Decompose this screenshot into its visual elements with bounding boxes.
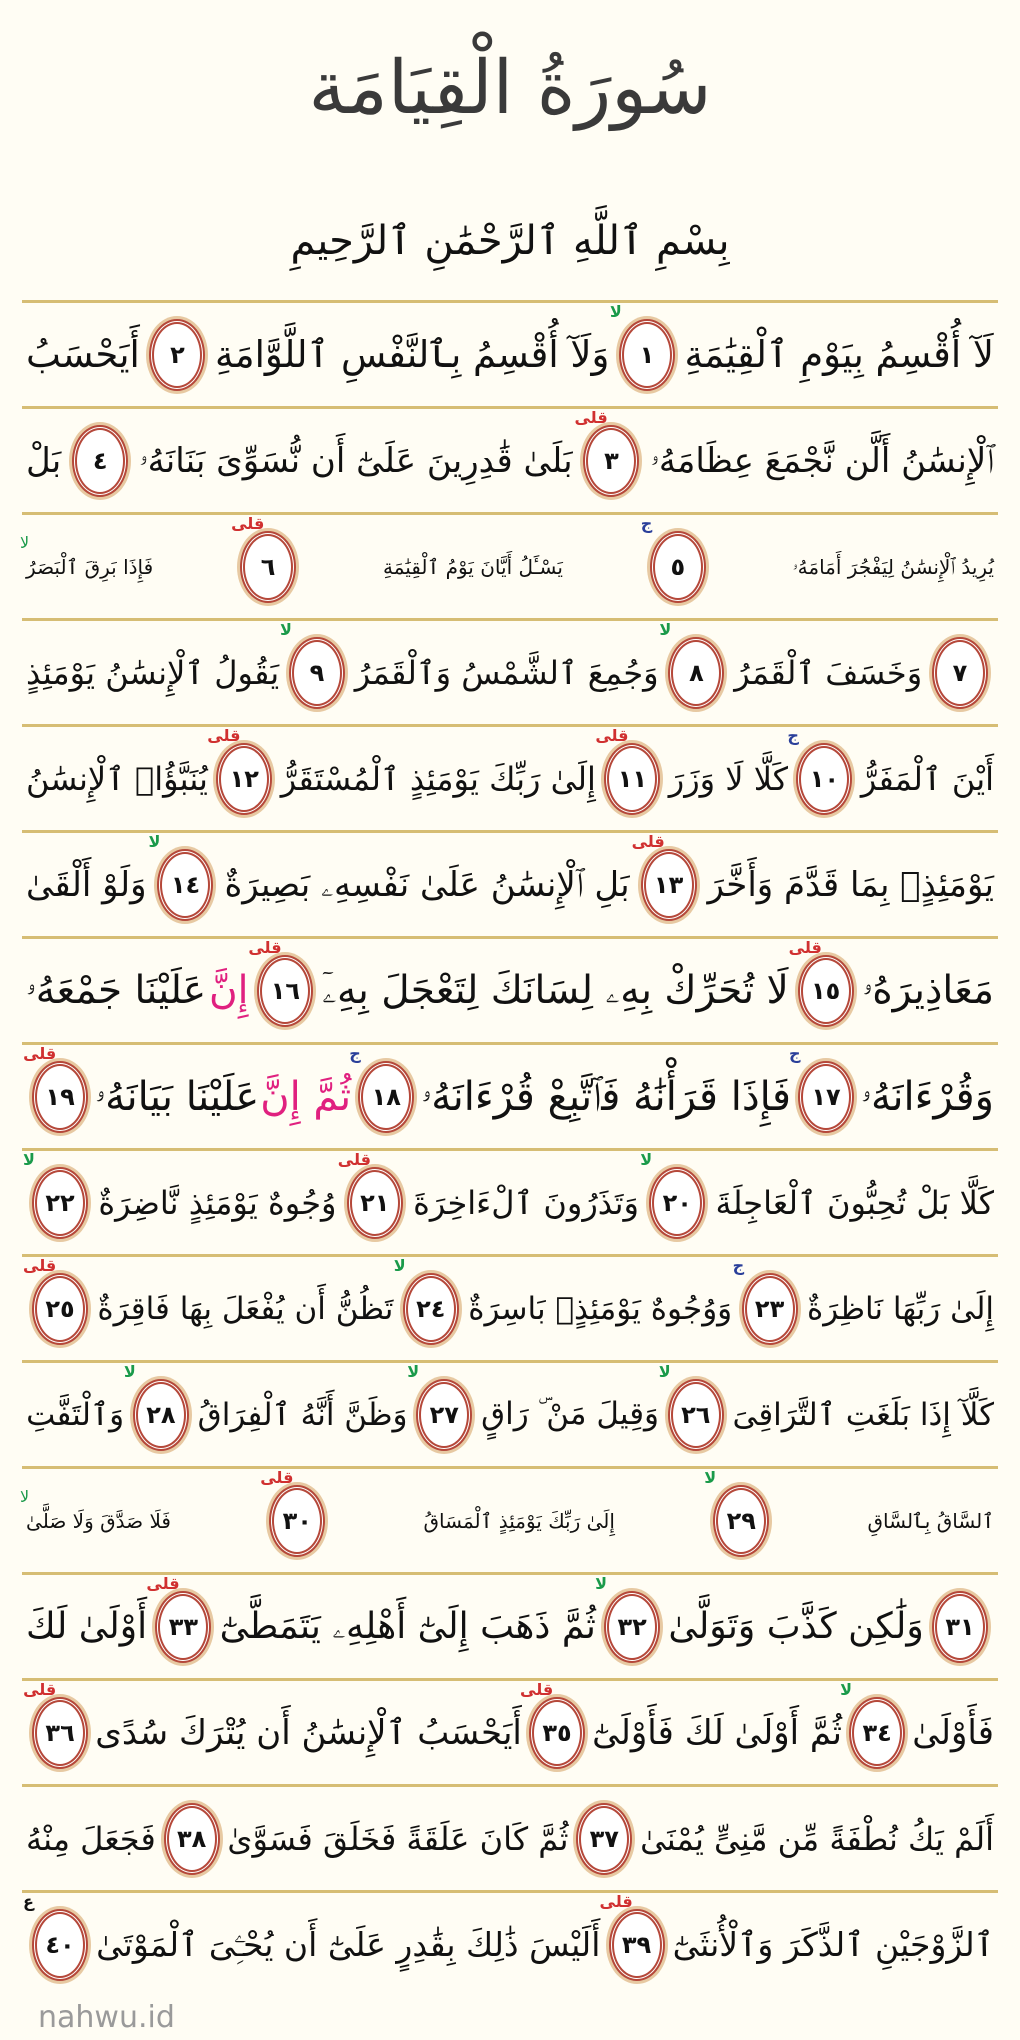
ayah-number-marker [640, 1149, 705, 1239]
ayah-number: ٢٣ [754, 1294, 785, 1323]
ayah-number: ٩ [309, 658, 325, 687]
ayah-text [20, 532, 154, 579]
ayah-number-marker [520, 1679, 585, 1769]
waqf-stop-sign: ج [788, 1043, 801, 1063]
waqf-stop-sign: لا [23, 1149, 35, 1169]
ayah-text [716, 1184, 994, 1222]
ayah-text [684, 333, 994, 376]
ayah-text [26, 865, 147, 905]
ayah-text-content: إِلَىٰ رَبِّهَا نَاظِرَةٌ [806, 1290, 994, 1327]
ayah-number: ٢٩ [726, 1506, 756, 1535]
ayah-text-content: أَلَيْسَ ذَٰلِكَ بِقَٰدِرٍ عَلَىٰٓ أَن يُحْـِۧىَ ٱلْمَوْتَىٰ [96, 1924, 601, 1964]
ayah-text-content: أَيَحْسَبُ [26, 333, 140, 376]
waqf-stop-sign: لا [658, 1361, 671, 1381]
ayah-number: ١٣ [653, 870, 684, 899]
waqf-stop-sign: لا [407, 1361, 420, 1381]
ayah-text-content: يُنَبَّؤُا۟ ٱلْإِنسَٰنُ [26, 759, 208, 798]
ayah-number: ٥ [670, 552, 686, 581]
ayah-text-content: كَلَّا بَلْ تُحِبُّونَ ٱلْعَاجِلَةَ [715, 1183, 994, 1222]
quran-line [22, 936, 998, 1042]
ayah-text [26, 654, 279, 692]
ayah-number-marker [231, 513, 296, 603]
ayah-number-marker [599, 1891, 665, 1981]
ayah-number: ٢٨ [146, 1400, 176, 1429]
quran-line [22, 1678, 998, 1784]
ayah-number: ١ [639, 340, 655, 369]
waqf-stop-sign: لا [123, 1361, 136, 1381]
ayah-text-content: بَلَىٰ قَٰدِرِينَ عَلَىٰٓ أَن نُّسَوِّىَ بَنَانَهُۥ [139, 440, 573, 481]
waqf-stop-sign: قلى [23, 1679, 57, 1699]
quran-line [22, 1148, 998, 1254]
ayah-number-marker [393, 1255, 459, 1345]
ayah-number: ١٨ [371, 1082, 401, 1111]
ayah-text-content: فَإِذَا قَرَأْنَٰهُ فَٱتَّبِعْ قُرْءَانَهُۥ [421, 1073, 791, 1120]
ayah-text [198, 1397, 408, 1433]
ayah-text [673, 1925, 994, 1964]
ayah-text [861, 1074, 994, 1120]
ayah-text-content: وَوُجُوهٌ يَوْمَئِذٍۭ بَاسِرَةٌ [468, 1290, 733, 1327]
ayah-number: ٢٠ [662, 1188, 692, 1217]
ayah-number: ١٩ [45, 1082, 75, 1111]
ayah-text-content: فَإِذَا بَرِقَ ٱلْبَصَرُ [26, 554, 154, 579]
ayah-text [26, 1397, 124, 1433]
ayah-text-content: إِنَّ [209, 968, 249, 1013]
ayah-text-content: ثُمَّ إِنَّ [260, 1073, 352, 1120]
ayah-text-content: كَلَّآ إِذَا بَلَغَتِ ٱلتَّرَاقِىَ [732, 1396, 994, 1433]
waqf-stop-sign: قلى [574, 407, 608, 427]
ayah-number: ٣٦ [45, 1718, 75, 1747]
ayah-text [481, 1396, 659, 1433]
ayah-text-content: وَٱلْتَفَّتِ [26, 1396, 125, 1433]
ayah-number-marker [407, 1361, 472, 1451]
waqf-stop-sign: لا [659, 619, 672, 639]
ayah-text-content: وَلَٰكِن كَذَّبَ وَتَوَلَّىٰ [668, 1606, 924, 1647]
ayah-text [793, 555, 994, 579]
ayah-number-marker [337, 1149, 403, 1239]
ayah-text-content: ثُمَّ أَوْلَىٰ لَكَ فَأَوْلَىٰٓ [592, 1712, 842, 1753]
ayah-text-content: وَتَذَرُونَ ٱلْءَاخِرَةَ [413, 1183, 639, 1222]
ayah-text [26, 333, 140, 376]
waqf-stop-sign: قلى [599, 1891, 633, 1911]
waqf-stop-sign: لا [20, 532, 30, 552]
ayah-text-content: وَجُمِعَ ٱلشَّمْسُ وَٱلْقَمَرُ [354, 653, 659, 692]
ayah-text-content: ٱلزَّوْجَيْنِ ٱلذَّكَرَ وَٱلْأُنثَىٰٓ [672, 1925, 994, 1964]
ayah-number-marker [788, 937, 854, 1027]
ayah-text [868, 1509, 994, 1533]
waqf-stop-sign: لا [840, 1679, 853, 1699]
ayah-text [592, 1713, 842, 1753]
ayah-text-content: ثُمَّ ذَهَبَ إِلَىٰٓ أَهْلِهِۦ يَتَمَطَّىٰٓ [219, 1605, 596, 1647]
ayah-number: ٣ [604, 446, 619, 475]
ayah-text [209, 968, 248, 1013]
ayah-number-marker [146, 1573, 211, 1663]
ayah-text [20, 1486, 171, 1533]
ayah-number: ٣٠ [282, 1506, 312, 1535]
ayah-text [424, 1509, 615, 1533]
ayah-number: ٣٧ [589, 1824, 619, 1853]
ayah-number: ٤ [92, 446, 108, 475]
ayah-text [281, 760, 596, 798]
ayah-number: ١٧ [811, 1082, 841, 1111]
ayah-text [260, 1074, 351, 1120]
quran-line [22, 1042, 998, 1148]
ayah-number: ٢٢ [45, 1188, 75, 1217]
ayah-number: ٨ [689, 658, 704, 687]
ayah-text [861, 760, 994, 798]
ayah-number: ٢ [170, 340, 185, 369]
ayah-text [26, 1606, 147, 1647]
ayah-text [708, 865, 994, 905]
ayah-text [640, 1820, 994, 1858]
waqf-stop-sign: قلى [260, 1467, 294, 1487]
ayah-text-content: أَيَحْسَبُ ٱلْإِنسَٰنُ أَن يُتْرَكَ سُدًى [95, 1713, 522, 1753]
ayah-text-content: أَلَمْ يَكُ نُطْفَةً مِّن مَّنِىٍّ يُمْنَىٰ [640, 1819, 994, 1858]
ayah-number: ٣٢ [617, 1612, 647, 1641]
waqf-stop-sign: قلى [631, 831, 665, 851]
ayah-text [669, 760, 788, 798]
quran-line [22, 300, 998, 406]
ayah-number: ١٦ [270, 976, 301, 1005]
ayah-text-content: فَجَعَلَ مِنْهُ [26, 1819, 156, 1858]
ayah-text [468, 1291, 732, 1327]
ayah-text-content: ثُمَّ كَانَ عَلَقَةً فَخَلَقَ فَسَوَّىٰ [227, 1819, 569, 1858]
ayah-number: ١٤ [170, 870, 201, 899]
ayah-number: ٣٥ [542, 1718, 572, 1747]
ayah-number-marker [260, 1467, 325, 1557]
ayah-number: ٣٩ [621, 1930, 652, 1959]
ayah-number-marker [932, 1591, 988, 1663]
ayah-text [26, 968, 206, 1013]
ayah-number: ٢١ [360, 1188, 390, 1217]
ayah-text [668, 1606, 923, 1647]
ayah-number: ١٠ [809, 764, 840, 793]
ayah-text-content: وَقُرْءَانَهُۥ [860, 1073, 994, 1120]
ayah-text [215, 333, 609, 376]
waqf-stop-sign: قلى [337, 1149, 371, 1169]
waqf-stop-sign: لا [148, 831, 161, 851]
ayah-text-content: عَلَيْنَا جَمْعَهُۥ [26, 968, 207, 1013]
waqf-stop-sign: قلى [788, 937, 822, 957]
waqf-stop-sign: لا [609, 301, 622, 321]
ayah-number: ٢٥ [45, 1294, 75, 1323]
ayah-text [322, 968, 789, 1013]
quran-line [22, 1466, 998, 1572]
ayah-number-marker [595, 725, 660, 815]
waqf-stop-sign: لا [393, 1255, 406, 1275]
ayah-text [383, 555, 563, 579]
ayah-number-marker [207, 725, 272, 815]
ayah-text [220, 1606, 596, 1648]
quran-line [22, 1254, 998, 1360]
ayah-number: ٧ [952, 658, 968, 687]
ayah-text [98, 1184, 336, 1222]
ayah-number: ١٥ [810, 976, 841, 1005]
ayah-text [733, 1397, 994, 1433]
ayah-text-content: إِلَىٰ رَبِّكَ يَوْمَئِذٍ ٱلْمَسَاقُ [423, 1508, 615, 1533]
ayah-text [650, 441, 994, 481]
ayah-text [26, 1820, 156, 1858]
ayah-number-marker [149, 319, 205, 391]
ayah-number-marker [640, 513, 706, 603]
ayah-text-content: لَآ أُقْسِمُ بِيَوْمِ ٱلْقِيَٰمَةِ [684, 333, 994, 376]
ayah-text-content: عَلَيْنَا بَيَانَهُۥ [95, 1073, 260, 1120]
ayah-text [95, 1074, 259, 1120]
quran-line [22, 724, 998, 830]
ayah-text [26, 441, 61, 481]
ayah-number-marker [932, 637, 988, 709]
ayah-text [862, 968, 994, 1013]
ayah-text-content: وَظَنَّ أَنَّهُ ٱلْفِرَاقُ [197, 1396, 408, 1433]
ayah-number-marker [704, 1467, 769, 1557]
quran-line [22, 1784, 998, 1890]
waqf-stop-sign: ج [732, 1255, 745, 1275]
waqf-stop-sign: قلى [231, 513, 265, 533]
ayah-text-content: يَسْـَٔلُ أَيَّانَ يَوْمُ ٱلْقِيَٰمَةِ [382, 554, 563, 579]
ayah-number: ٢٧ [429, 1400, 459, 1429]
ayah-text-content: أَيْنَ ٱلْمَفَرُّ [860, 759, 994, 798]
quran-line [22, 512, 998, 618]
ayah-number-marker [164, 1803, 220, 1875]
ayah-number-marker [23, 1891, 88, 1981]
ayah-number-marker [732, 1255, 798, 1345]
ayah-text-content: لَا تُحَرِّكْ بِهِۦ لِسَانَكَ لِتَعْجَلَ بِهِۦٓ [322, 968, 789, 1013]
mushaf-page-lines [22, 300, 998, 1996]
ayah-text-content: وَخَسَفَ ٱلْقَمَرُ [734, 653, 923, 692]
basmala: بِسْمِ ٱللَّهِ ٱلرَّحْمَٰنِ ٱلرَّحِيمِ [290, 218, 730, 264]
ayah-text [139, 441, 573, 481]
waqf-stop-sign: لا [704, 1467, 717, 1487]
ayah-number: ٢٦ [681, 1400, 711, 1429]
quran-line [22, 1890, 998, 1996]
ayah-number: ٦ [260, 552, 276, 581]
ayah-number-marker [248, 937, 313, 1027]
ayah-text-content: مَعَاذِيرَهُۥ [862, 968, 994, 1013]
quran-line [22, 406, 998, 512]
waqf-stop-sign: لا [595, 1573, 608, 1593]
ayah-text [97, 1291, 393, 1327]
ayah-number: ١٢ [229, 764, 259, 793]
ayah-text-content: إِلَىٰ رَبِّكَ يَوْمَئِذٍ ٱلْمُسْتَقَرُّ [280, 759, 596, 798]
ayah-number: ٢٤ [416, 1294, 446, 1323]
surah-title: سُورَةُ الْقِيَامَة [308, 45, 712, 131]
ayah-number-marker [72, 425, 128, 497]
ayah-number-marker [595, 1573, 660, 1663]
ayah-text-content: يَقُولُ ٱلْإِنسَٰنُ يَوْمَئِذٍ [26, 653, 280, 692]
quran-line [22, 618, 998, 724]
waqf-stop-sign: ج [349, 1043, 361, 1063]
ayah-text-content: وَلَآ أُقْسِمُ بِٱلنَّفْسِ ٱللَّوَّامَةِ [214, 333, 610, 376]
ayah-text [734, 654, 922, 692]
waqf-stop-sign: لا [640, 1149, 653, 1169]
ayah-number-marker [658, 1361, 724, 1451]
ayah-text-content: ٱلْإِنسَٰنُ أَلَّن نَّجْمَعَ عِظَامَهُۥ [650, 440, 994, 481]
ayah-number: ٤٠ [45, 1930, 75, 1959]
ayah-number-marker [23, 1043, 88, 1133]
ayah-number-marker [574, 407, 639, 497]
ayah-text-content: وُجُوهٌ يَوْمَئِذٍ نَّاضِرَةٌ [98, 1183, 337, 1222]
ayah-number: ١١ [617, 764, 647, 793]
ayah-text-content: يَوْمَئِذٍۭ بِمَا قَدَّمَ وَأَخَّرَ [707, 864, 994, 905]
ayah-number-marker [148, 831, 213, 921]
ayah-text-content: وَلَوْ أَلْقَىٰ [26, 864, 147, 905]
ayah-text [26, 760, 208, 798]
quran-line [22, 1360, 998, 1466]
ayah-number: ٣٣ [168, 1612, 199, 1641]
waqf-stop-sign: قلى [595, 725, 629, 745]
waqf-stop-sign: قلى [23, 1255, 57, 1275]
quran-line [22, 1572, 998, 1678]
ayah-number-marker [840, 1679, 905, 1769]
ayah-number-marker [23, 1149, 88, 1239]
waqf-stop-sign: ج [787, 725, 799, 745]
ayah-number-marker [349, 1043, 414, 1133]
ayah-number-marker [23, 1679, 88, 1769]
ayah-text [807, 1291, 994, 1327]
ayah-text-content: فَأَوْلَىٰ [912, 1712, 994, 1753]
ayah-number-marker [123, 1361, 189, 1451]
waqf-stop-sign: ع [23, 1891, 34, 1911]
ayah-number: ٣١ [945, 1612, 975, 1641]
watermark-footer: nahwu.id [38, 2000, 175, 2035]
waqf-stop-sign: ج [640, 513, 653, 533]
ayah-text-content: كَلَّا لَا وَزَرَ [668, 759, 789, 798]
ayah-text-content: يُرِيدُ ٱلْإِنسَٰنُ لِيَفْجُرَ أَمَامَهُۥ [792, 554, 994, 579]
ayah-text [912, 1713, 994, 1753]
ayah-text [224, 865, 629, 905]
ayah-text [355, 654, 659, 692]
ayah-text [95, 1712, 522, 1753]
waqf-stop-sign: لا [20, 1486, 30, 1506]
ayah-number-marker [787, 725, 852, 815]
ayah-number-marker [279, 619, 345, 709]
ayah-text-content: بَلْ [26, 440, 62, 481]
quran-line [22, 830, 998, 936]
ayah-text-content: بَلِ ٱلْإِنسَٰنُ عَلَىٰ نَفْسِهِۦ بَصِيرَةٌ [224, 864, 630, 905]
ayah-text [227, 1820, 568, 1858]
ayah-text-content: أَوْلَىٰ لَكَ [26, 1606, 148, 1647]
waqf-stop-sign: قلى [146, 1573, 180, 1593]
ayah-text-content: ٱلسَّاقُ بِٱلسَّاقِ [867, 1508, 994, 1533]
waqf-stop-sign: قلى [248, 937, 282, 957]
ayah-text-content: فَلَا صَدَّقَ وَلَا صَلَّىٰ [26, 1508, 171, 1533]
ayah-text [96, 1925, 600, 1965]
waqf-stop-sign: لا [279, 619, 292, 639]
ayah-text [413, 1184, 639, 1222]
ayah-number-marker [609, 301, 675, 391]
ayah-number: ٣٨ [176, 1824, 207, 1853]
ayah-text [421, 1074, 791, 1120]
ayah-number: ٣٤ [862, 1718, 892, 1747]
ayah-number-marker [788, 1043, 854, 1133]
ayah-text-content: تَظُنُّ أَن يُفْعَلَ بِهَا فَاقِرَةٌ [97, 1290, 394, 1327]
ayah-number-marker [631, 831, 697, 921]
ayah-number-marker [576, 1803, 632, 1875]
waqf-stop-sign: قلى [520, 1679, 554, 1699]
waqf-stop-sign: قلى [23, 1043, 57, 1063]
ayah-text-content: وَقِيلَ مَنْ ۜ رَاقٍ [481, 1396, 659, 1432]
ayah-number-marker [659, 619, 724, 709]
ayah-number-marker [23, 1255, 88, 1345]
waqf-stop-sign: قلى [207, 725, 241, 745]
